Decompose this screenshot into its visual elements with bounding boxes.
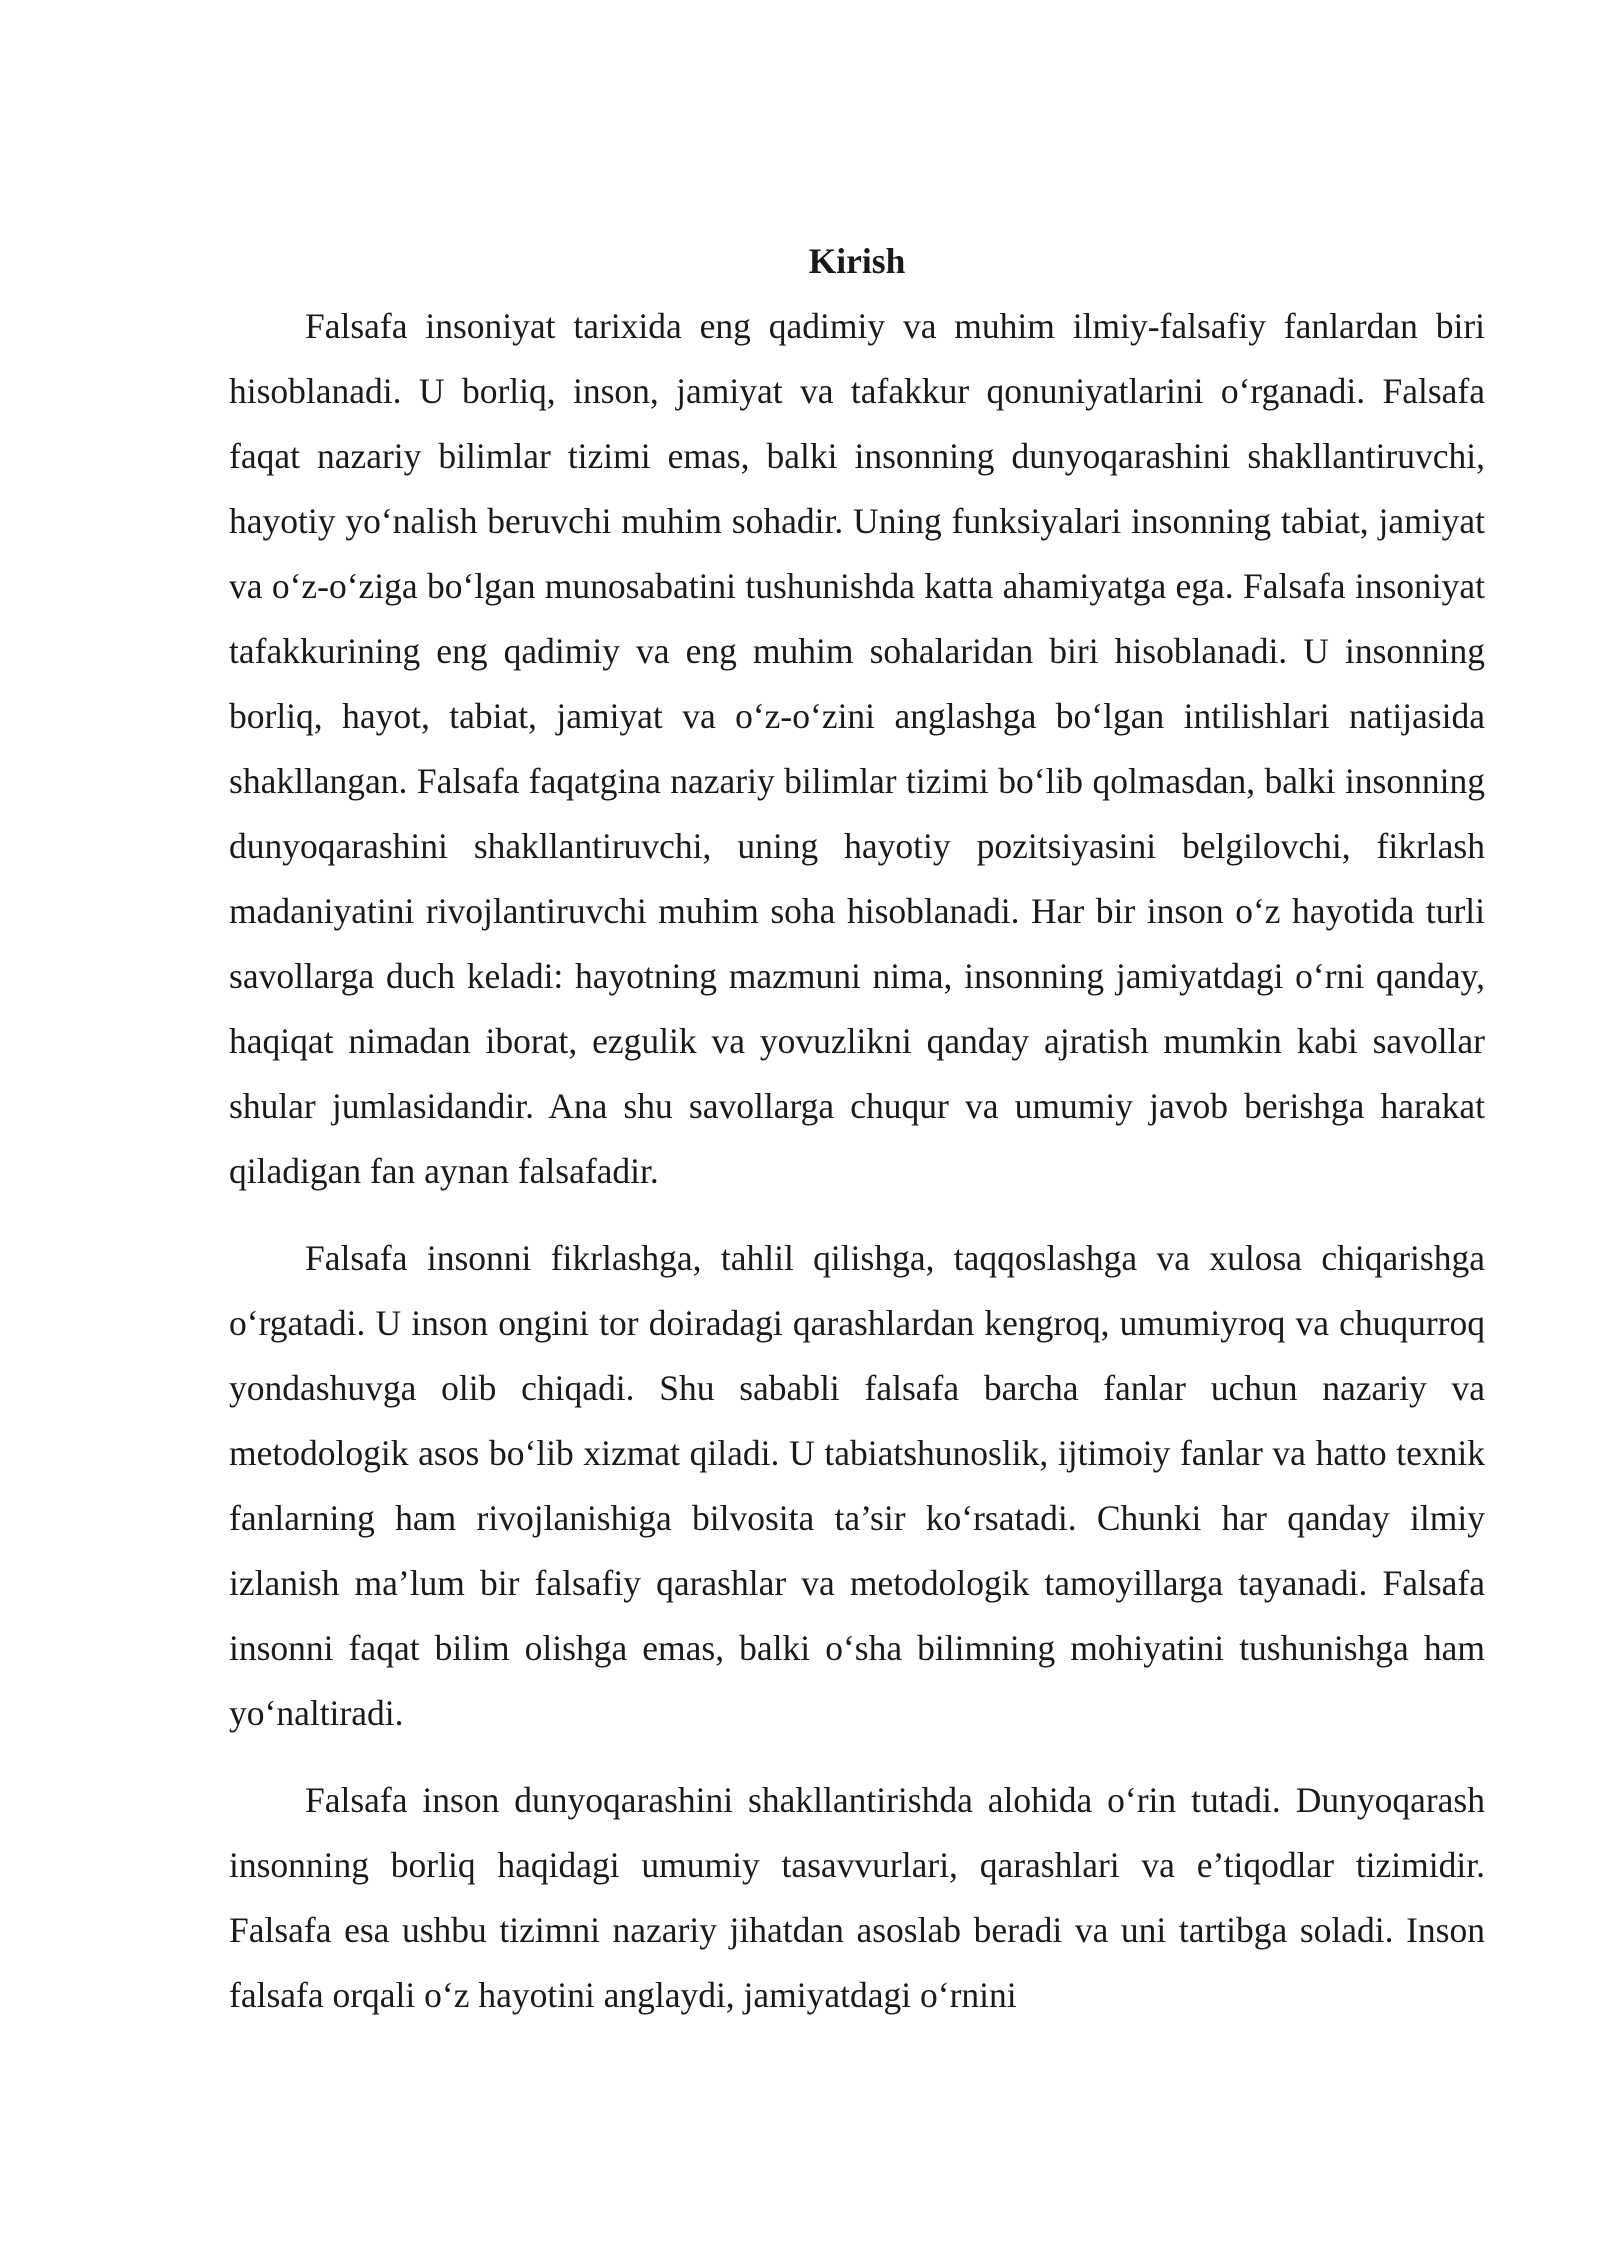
paragraph-1: Falsafa insoniyat tarixida eng qadimiy va muhim ilmiy-falsafiy fanlardan biri hisoblanadi. U borliq, inson, jamiyat va tafakkur qonuniyatlarini o‘rganadi. Falsafa faqat nazariy bilimlar tizimi emas, balki insonning dunyoqarashini shakllantiruvchi, hayotiy yo‘nalish beruvchi muhim sohadir. Uning funksiyalari insonning tabiat, jamiyat va o‘z-o‘ziga bo‘lgan munosabatini tushunishda katta ahamiyatga ega. Falsafa insoniyat tafakkurining eng qadimiy va eng muhim sohalaridan biri hisoblanadi. U insonning borliq, hayot, tabiat, jamiyat va o‘z-o‘zini anglashga bo‘lgan intilishlari natijasida shakllangan. Falsafa faqatgina nazariy bilimlar tizimi bo‘lib qolmasdan, balki insonning dunyoqarashini shakllantiruvchi, uning hayotiy pozitsiyasini belgilovchi, fikrlash madaniyatini rivojlantiruvchi muhim soha hisoblanadi. Har bir inson o‘z hayotida turli savollarga duch keladi: hayotning mazmuni nima, insonning jamiyatdagi o‘rni qanday, haqiqat nimadan iborat, ezgulik va yovuzlikni qanday ajratish mumkin kabi savollar shular jumlasidandir. Ana shu savollarga chuqur va umumiy javob berishga harakat qiladigan fan aynan falsafadir.: [229, 306, 1485, 1191]
paragraph-3: Falsafa inson dunyoqarashini shakllantirishda alohida o‘rin tutadi. Dunyoqarash insonning borliq haqidagi umumiy tasavvurlari, qarashlari va e’tiqodlar tizimidir. Falsafa esa ushbu tizimni nazariy jihatdan asoslab beradi va uni tartibga soladi. Inson falsafa orqali o‘z hayotini anglaydi, jamiyatdagi o‘rnini: [229, 1780, 1485, 2015]
page-content: [229, 238, 1485, 2050]
paragraph-2: Falsafa insonni fikrlashga, tahlil qilishga, taqqoslashga va xulosa chiqarishga o‘rgatadi. U inson ongini tor doiradagi qarashlardan kengroq, umumiyroq va chuqurroq yondashuvga olib chiqadi. Shu sababli falsafa barcha fanlar uchun nazariy va metodologik asos bo‘lib xizmat qiladi. U tabiatshunoslik, ijtimoiy fanlar va hatto texnik fanlarning ham rivojlanishiga bilvosita ta’sir ko‘rsatadi. Chunki har qanday ilmiy izlanish ma’lum bir falsafiy qarashlar va metodologik tamoyillarga tayanadi. Falsafa insonni faqat bilim olishga emas, balki o‘sha bilimning mohiyatini tushunishga ham yo‘naltiradi.: [229, 1238, 1485, 1733]
section-title: Kirish: [808, 241, 906, 281]
